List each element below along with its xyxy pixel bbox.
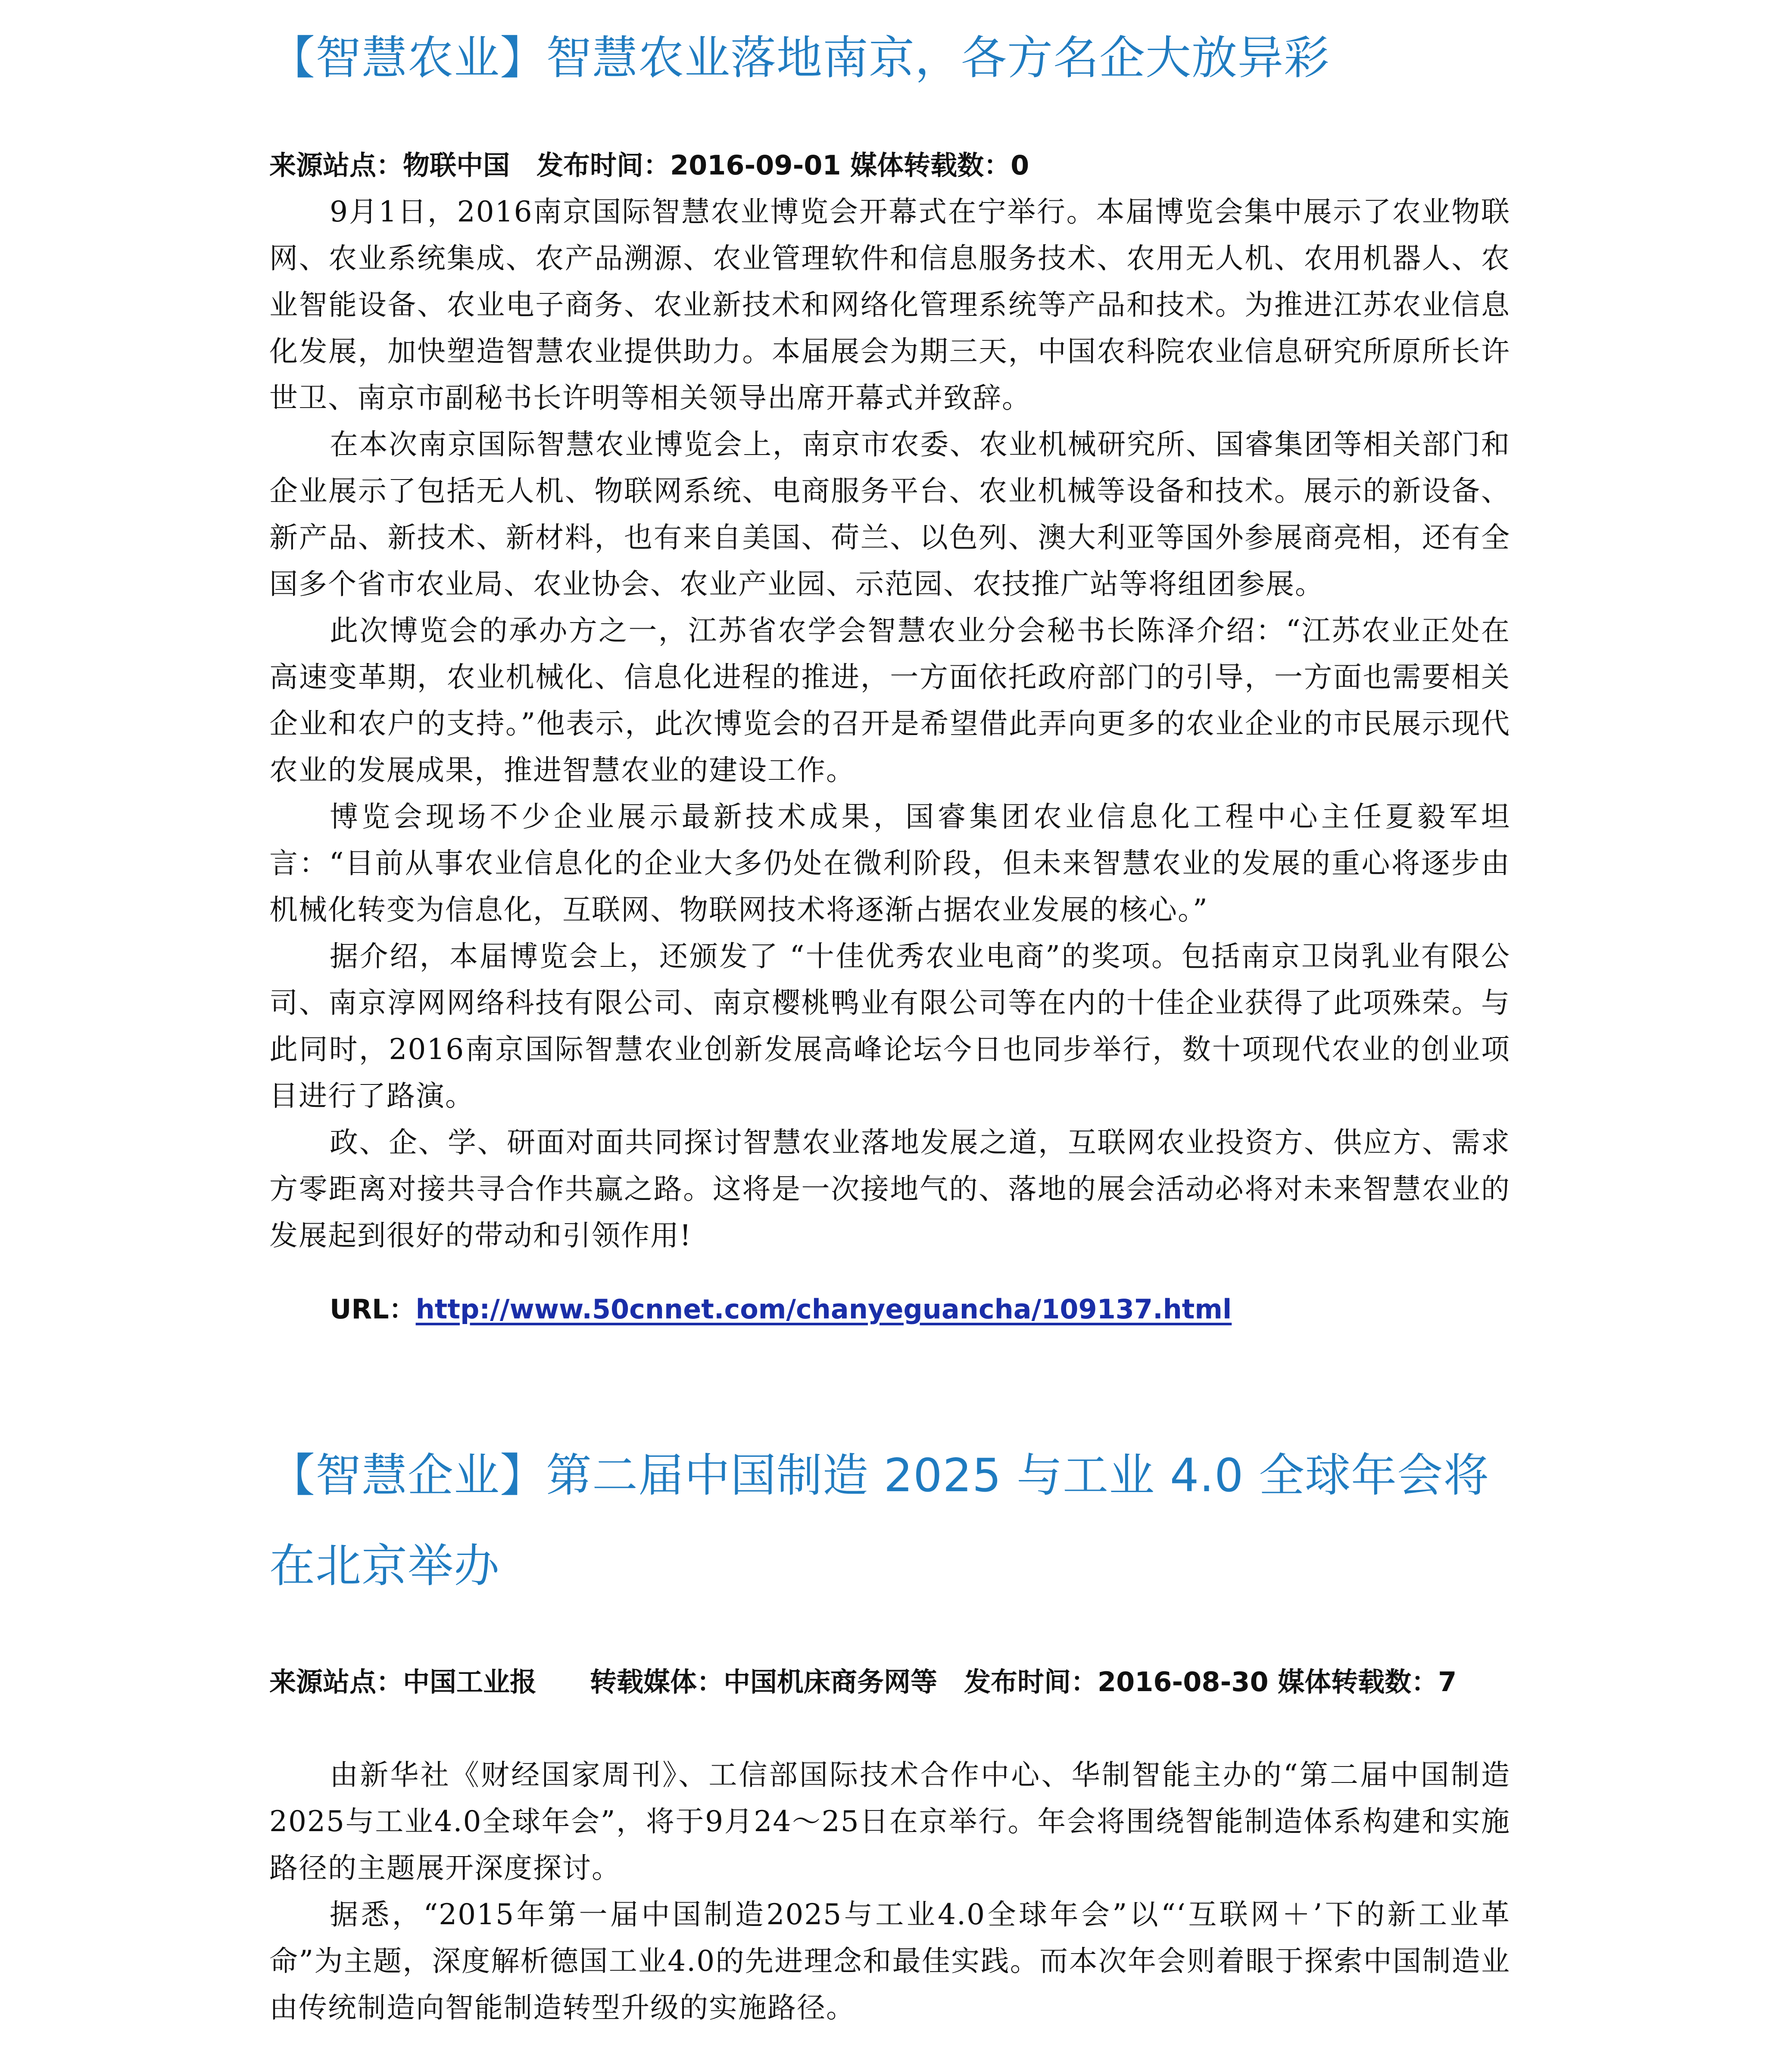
article-2-body	[269, 1752, 1510, 2031]
article-1-body	[269, 189, 1510, 1259]
article-2-title: 【智慧企业】第二届中国制造 2025 与工业 4.0 全球年会将在北京举办	[269, 1449, 1490, 1592]
article-1-paragraph: 据介绍，本届博览会上，还颁发了 “十佳优秀农业电商”的奖项。包括南京卫岗乳业有限公司、南京淳网网络科技有限公司、南京樱桃鸭业有限公司等在内的十佳企业获得了此项殊荣。与此同时，2016南京国际智慧农业创新发展高峰论坛今日也同步举行，数十项现代农业的创业项目进行了路演。	[269, 940, 1510, 1112]
article-1-url-line	[330, 1286, 1232, 1333]
article-2-paragraph: 据悉，“2015年第一届中国制造2025与工业4.0全球年会”以“‘互联网＋’下的新工业革命”为主题，深度解析德国工业4.0的先进理念和最佳实践。而本次年会则着眼于探索中国制造业由传统制造向智能制造转型升级的实施路径。	[269, 1898, 1510, 2024]
article-2-paragraph: 由新华社《财经国家周刊》、工信部国际技术合作中心、华制智能主办的“第二届中国制造2025与工业4.0全球年会”，将于9月24～25日在京举行。年会将围绕智能制造体系构建和实施路径的主题展开深度探讨。	[269, 1758, 1510, 1885]
article-1-paragraph: 此次博览会的承办方之一，江苏省农学会智慧农业分会秘书长陈泽介绍：“江苏农业正处在高速变革期，农业机械化、信息化进程的推进，一方面依托政府部门的引导，一方面也需要相关企业和农户的支持。”他表示，此次博览会的召开是希望借此弄向更多的农业企业的市民展示现代农业的发展成果，推进智慧农业的建设工作。	[269, 614, 1510, 787]
article-1-paragraph: 政、企、学、研面对面共同探讨智慧农业落地发展之道，互联网农业投资方、供应方、需求方零距离对接共寻合作共赢之路。这将是一次接地气的、落地的展会活动必将对未来智慧农业的发展起到很好的带动和引领作用!	[269, 1126, 1510, 1252]
article-1-meta: 来源站点：物联中国 发布时间：2016-09-01 媒体转载数：0	[269, 150, 1029, 181]
article-1-title: 【智慧农业】智慧农业落地南京，各方名企大放异彩	[269, 31, 1330, 84]
article-1-source-link[interactable]: http://www.50cnnet.com/chanyeguancha/109137.html	[415, 1293, 1232, 1325]
url-label: URL：	[330, 1293, 416, 1325]
article-1-paragraph: 9月1日，2016南京国际智慧农业博览会开幕式在宁举行。本届博览会集中展示了农业物联网、农业系统集成、农产品溯源、农业管理软件和信息服务技术、农用无人机、农用机器人、农业智能设备、农业电子商务、农业新技术和网络化管理系统等产品和技术。为推进江苏农业信息化发展，加快塑造智慧农业提供助力。本届展会为期三天，中国农科院农业信息研究所原所长许世卫、南京市副秘书长许明等相关领导出席开幕式并致辞。	[269, 195, 1510, 414]
article-1-paragraph: 在本次南京国际智慧农业博览会上，南京市农委、农业机械研究所、国睿集团等相关部门和企业展示了包括无人机、物联网系统、电商服务平台、农业机械等设备和技术。展示的新设备、新产品、新技术、新材料，也有来自美国、荷兰、以色列、澳大利亚等国外参展商亮相，还有全国多个省市农业局、农业协会、农业产业园、示范园、农技推广站等将组团参展。	[269, 428, 1510, 601]
article-1-paragraph: 博览会现场不少企业展示最新技术成果，国睿集团农业信息化工程中心主任夏毅军坦言：“目前从事农业信息化的企业大多仍处在微利阶段，但未来智慧农业的发展的重心将逐步由机械化转变为信息化，互联网、物联网技术将逐渐占据农业发展的核心。”	[269, 800, 1510, 926]
article-2-meta: 来源站点：中国工业报 转载媒体：中国机床商务网等 发布时间：2016-08-30 媒体转载数：7	[269, 1666, 1457, 1698]
